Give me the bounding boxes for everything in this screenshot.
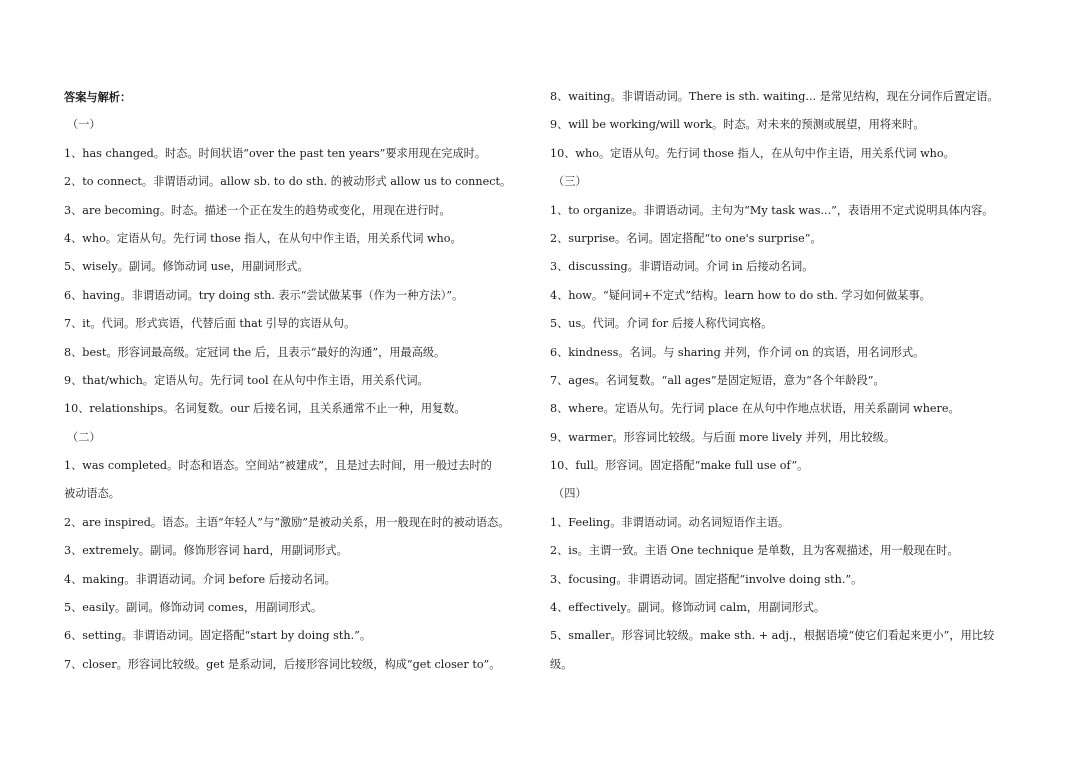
section-heading: （四） — [553, 487, 587, 501]
answer-item: 4、how。“疑问词+不定式”结构。learn how to do sth. 学习如何做某事。 — [550, 288, 931, 302]
section-heading: （一） — [67, 118, 101, 132]
answer-item: 7、ages。名词复数。“all ages”是固定短语，意为“各个年龄段”。 — [550, 373, 885, 387]
answer-item: 5、easily。副词。修饰动词 comes，用副词形式。 — [64, 601, 323, 615]
answer-item: 1、Feeling。非谓语动词。动名词短语作主语。 — [550, 515, 790, 529]
answer-item: 3、focusing。非谓语动词。固定搭配“involve doing sth.”。 — [550, 572, 863, 586]
answer-item: 2、to connect。非谓语动词。allow sb. to do sth. 的被动形式 allow us to connect。 — [64, 175, 512, 189]
answers-heading: 答案与解析： — [64, 90, 132, 104]
section-heading: （三） — [553, 175, 587, 189]
answer-item: 10、full。形容词。固定搭配“make full use of”。 — [550, 459, 809, 473]
answer-item: 2、surprise。名词。固定搭配“to one's surprise”。 — [550, 231, 822, 245]
answer-item: 8、waiting。非谓语动词。There is sth. waiting... 是常见结构，现在分词作后置定语。 — [550, 90, 999, 103]
answer-item: 10、who。定语从句。先行词 those 指人，在从句中作主语，用关系代词 who。 — [550, 146, 955, 160]
answer-item: 2、are inspired。语态。主语“年轻人”与“激励”是被动关系，用一般现在时的被动语态。 — [64, 515, 510, 529]
answer-item: 9、that/which。定语从句。先行词 tool 在从句中作主语，用关系代词。 — [64, 373, 429, 387]
answer-item: 8、where。定语从句。先行词 place 在从句中作地点状语，用关系副词 where。 — [550, 402, 960, 416]
answer-item: 6、kindness。名词。与 sharing 并列，作介词 on 的宾语，用名词形式。 — [550, 345, 925, 359]
answer-item: 5、us。代词。介词 for 后接人称代词宾格。 — [550, 317, 773, 331]
answer-item: 1、to organize。非谓语动词。主句为“My task was...”，表语用不定式说明具体内容。 — [550, 203, 994, 217]
answer-item: 3、are becoming。时态。描述一个正在发生的趋势或变化，用现在进行时。 — [64, 203, 451, 217]
answer-item: 7、closer。形容词比较级。get 是系动词，后接形容词比较级，构成“get closer to”。 — [64, 657, 501, 671]
answer-item: 4、who。定语从句。先行词 those 指人，在从句中作主语，用关系代词 who。 — [64, 231, 462, 245]
right-column — [550, 83, 1030, 679]
answer-item: 被动语态。 — [64, 487, 120, 501]
answer-item: 8、best。形容词最高级。定冠词 the 后，且表示“最好的沟通”，用最高级。 — [64, 345, 446, 359]
answer-item: 7、it。代词。形式宾语，代替后面 that 引导的宾语从句。 — [64, 317, 356, 331]
answer-item: 4、effectively。副词。修饰动词 calm，用副词形式。 — [550, 601, 826, 615]
answer-item: 2、is。主谓一致。主语 One technique 是单数，且为客观描述，用一般现在时。 — [550, 544, 959, 558]
answer-item: 5、wisely。副词。修饰动词 use，用副词形式。 — [64, 260, 309, 274]
answer-item: 9、will be working/will work。时态。对未来的预测或展望，用将来时。 — [550, 118, 925, 132]
answer-item: 3、extremely。副词。修饰形容词 hard，用副词形式。 — [64, 544, 348, 558]
answer-item: 级。 — [550, 657, 573, 671]
answer-item: 6、setting。非谓语动词。固定搭配“start by doing sth.”。 — [64, 629, 372, 643]
section-heading: （二） — [67, 430, 101, 444]
answer-item: 10、relationships。名词复数。our 后接名词，且关系通常不止一种，用复数。 — [64, 402, 466, 416]
answer-item: 6、having。非谓语动词。try doing sth. 表示“尝试做某事（作为一种方法）”。 — [64, 288, 464, 302]
answer-item: 1、has changed。时态。时间状语“over the past ten years”要求用现在完成时。 — [64, 146, 487, 160]
answer-item: 1、was completed。时态和语态。空间站“被建成”，且是过去时间，用一般过去时的 — [64, 459, 492, 473]
left-column — [64, 83, 534, 679]
answer-item: 3、discussing。非谓语动词。介词 in 后接动名词。 — [550, 260, 814, 274]
answer-item: 5、smaller。形容词比较级。make sth. + adj.，根据语境“使它们看起来更小”，用比较 — [550, 629, 995, 643]
answer-item: 4、making。非谓语动词。介词 before 后接动名词。 — [64, 572, 336, 586]
answer-item: 9、warmer。形容词比较级。与后面 more lively 并列，用比较级。 — [550, 430, 896, 444]
